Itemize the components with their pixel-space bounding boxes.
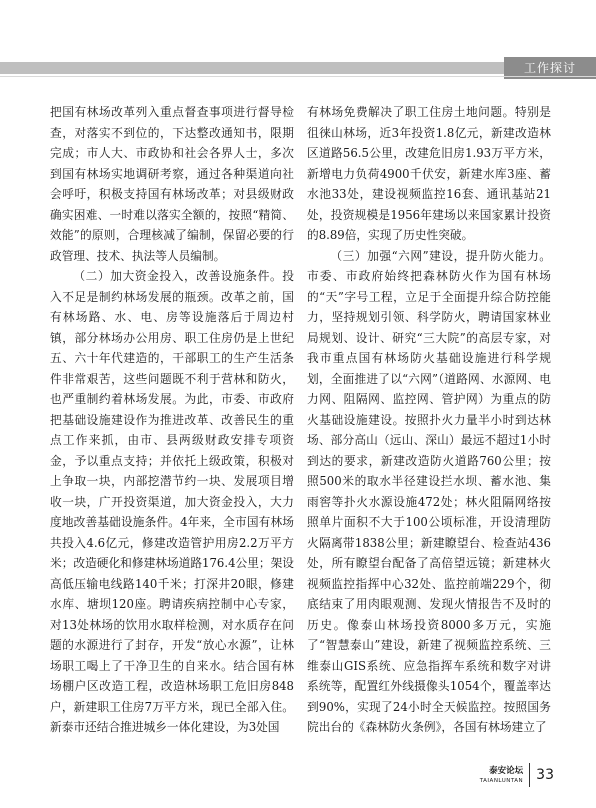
page-footer [480, 762, 554, 788]
journal-brand [480, 763, 530, 787]
left-column [50, 102, 294, 738]
header-rule [0, 76, 596, 77]
journal-name-en: TAIANLUNTAN [479, 777, 524, 784]
journal-name-cn: 泰安论坛 [489, 765, 524, 776]
section-tag: 工作探讨 [504, 57, 596, 79]
right-column [307, 102, 551, 738]
page-number: 33 [536, 767, 554, 783]
right-paragraph-2: （三）加强“六网”建设，提升防火能力。市委、市政府始终把森林防火作为国有林场的“天”字号工程，立足于全面提升综合防控能力，坚持规划引领、科学防火，聘请国家林业局规划、设计、研究“三大院”的高层专家，对我市重点国有林场防火基础设施进行科学规划，全面推进了以“六网”（道路网、水源网、电力网、阻隔网、监控网、管护网）为重点的防火基础设施建设。按照扑火力量半小时到达林场、部分高山（远山、深山）最远不超过1小时到达的要求，新建改造防火道路760公里；按照500米的取水半径建设拦水坝、蓄水池、集雨窖等扑火水源设施472处；林火阻隔网络按照单片面积不大于100公顷标准，开设清理防火隔离带1838公里；新建瞭望台、检查站436处，所有瞭望台配备了高倍望远镜；新建林火视频监控指挥中心32处、监控前端229个，彻底结束了用肉眼观测、发现火情报告不及时的历史。像泰山林场投资8000多万元，实施了“智慧泰山”建设，新建了视频监控系统、三维泰山GIS系统、应急指挥车系统和数字对讲系统等，配置红外线摄像头1054个，覆盖率达到90%，实现了24小时全天候监控。按照国务院出台的《森林防火条例》，各国有林场建立了 [307, 248, 551, 734]
left-paragraph-2: （二）加大资金投入，改善设施条件。投入不足是制约林场发展的瓶颈。改革之前，国有林场路、水、电、房等设施落后于周边村镇，部分林场办公用房、职工住房仍是上世纪五、六十年代建造的，干部职工的生产生活条件非常艰苦，这些问题既不利于营林和防火，也严重制约着林场发展。为此，市委、市政府把基础设施建设作为推进改革、改善民生的重点工作来抓，由市、县两级财政安排专项资金，予以重点支持；并依托上级政策，积极对上争取一块，内部挖潜节约一块、发展项目增收一块，广开投资渠道，加大资金投入，大力度地改善基础设施条件。4年来，全市国有林场共投入4.6亿元，修建改造管护用房2.2万平方米；改造硬化和修建林场道路176.4公里；架设高低压输电线路140千米；打深井20眼，修建水库、塘坝120座。聘请疾病控制中心专家，对13处林场的饮用水取样检测，对水质存在问题的水源进行了封存，开发“放心水源”，让林场职工喝上了干净卫生的自来水。结合国有林场棚户区改造工程，改造林场职工危旧房848户，新建职工住房7万平方米，现已全部入住。新泰市还结合推进城乡一体化建设，为3处国 [50, 269, 294, 734]
right-paragraph-1: 有林场免费解决了职工住房土地问题。特别是徂徕山林场，近3年投资1.8亿元，新建改造林区道路56.5公里，改建危旧房1.93万平方米，新增电力负荷4900千伏安，新建水库3座、蓄水池33处，建设视频监控16套、通讯基站21处，投资规模是1956年建场以来国家累计投资的8.89倍，实现了历史性突破。 [307, 105, 551, 242]
left-paragraph-1: 把国有林场改革列入重点督查事项进行督导检查，对落实不到位的，下达整改通知书，限期完成；市人大、市政协和社会各界人士，多次到国有林场实地调研考察，通过各种渠道向社会呼吁，积极支持国有林场改革；对县级财政确实困难、一时难以落实全额的，按照“精简、效能”的原则，合理核减了编制，保留必要的行政管理、技术、执法等人员编制。 [50, 105, 294, 263]
